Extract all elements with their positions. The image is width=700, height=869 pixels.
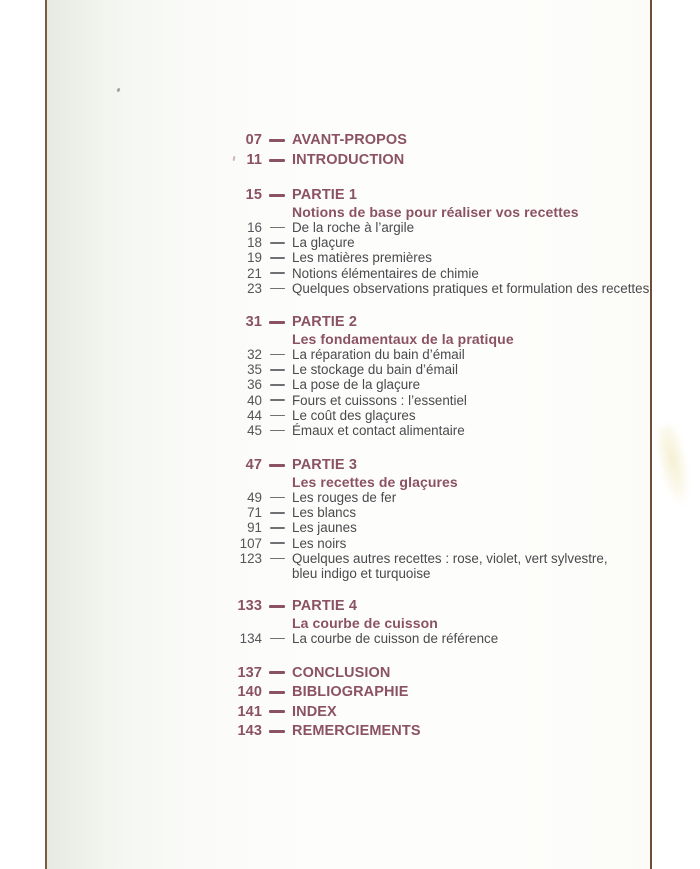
toc-row [224, 313, 686, 331]
dash-rule-icon [270, 369, 285, 371]
dash-rule-icon [270, 415, 285, 417]
toc-row [224, 150, 686, 170]
dash-rule-icon [269, 139, 285, 142]
dash-rule-icon [269, 730, 285, 733]
dash-separator [262, 384, 292, 386]
toc-row [224, 520, 686, 535]
toc-row [224, 615, 686, 631]
dash-separator [262, 691, 292, 694]
toc-page-number: 123 [239, 550, 262, 566]
toc-page-number: 134 [239, 631, 262, 647]
toc-entry-title: Notions élémentaires de chimie [292, 265, 479, 281]
toc-row [224, 423, 686, 438]
toc-entry-title: PARTIE 3 [292, 457, 357, 473]
toc-page-number: 31 [245, 314, 262, 330]
dash-separator [262, 542, 292, 544]
toc-entry-title: Les blancs [292, 505, 357, 521]
toc-entry-title: Fours et cuissons : l’essentiel [292, 392, 467, 408]
dash-rule-icon [270, 227, 285, 229]
toc-entry-title: Quelques autres recettes : rose, violet, vert sylvestre, [292, 550, 608, 566]
toc-row [224, 250, 686, 265]
toc-row [224, 204, 686, 220]
toc-entry-title: CONCLUSION [292, 664, 391, 681]
toc-row [224, 266, 686, 281]
dash-separator [262, 257, 292, 259]
dash-rule-icon [269, 691, 285, 694]
toc-page-number: 21 [247, 265, 262, 281]
dash-separator [262, 527, 292, 529]
toc-row [224, 347, 686, 362]
toc-page-number: 91 [247, 520, 262, 536]
toc-entry-title: Les rouges de fer [292, 490, 397, 506]
toc-row [224, 722, 686, 742]
dash-separator [262, 369, 292, 371]
dash-separator [262, 512, 292, 514]
dash-rule-icon [269, 321, 285, 324]
toc-part-4 [224, 597, 686, 646]
toc-entry-title: Les fondamentaux de la pratique [292, 331, 514, 347]
toc-page-number: 35 [247, 362, 262, 378]
dash-separator [262, 194, 292, 197]
dash-separator [262, 242, 292, 244]
dash-separator [262, 730, 292, 733]
toc-entry-title: Les noirs [292, 535, 347, 551]
dash-separator [262, 605, 292, 608]
dash-rule-icon [270, 497, 285, 499]
toc-entry-title: Les jaunes [292, 520, 357, 536]
toc-row [224, 490, 686, 505]
dash-separator [262, 321, 292, 324]
toc-entry-title: La courbe de cuisson [292, 615, 438, 631]
toc-entry-title: PARTIE 1 [292, 187, 357, 203]
dash-rule-icon [270, 430, 285, 432]
toc-entry-title: INTRODUCTION [292, 152, 405, 168]
toc-page-number: 23 [247, 280, 262, 296]
toc-entry-title: Émaux et contact alimentaire [292, 423, 465, 439]
dash-separator [262, 710, 292, 713]
toc-entry-title: INDEX [292, 703, 337, 720]
toc-row [224, 597, 686, 615]
toc-row [224, 377, 686, 392]
dash-rule-icon [270, 288, 285, 290]
toc-page-number: 18 [247, 235, 262, 251]
scan-speck [116, 88, 120, 93]
toc-page-number: 137 [237, 664, 262, 681]
toc-page-number: 40 [247, 392, 262, 408]
toc-row [224, 536, 686, 551]
dash-separator [262, 638, 292, 640]
toc-row [224, 663, 686, 683]
toc-row [224, 220, 686, 235]
dash-separator [262, 139, 292, 142]
toc-row [224, 702, 686, 722]
toc-front-matter [224, 130, 686, 170]
toc-row [224, 456, 686, 474]
dash-rule-icon [270, 354, 285, 356]
toc-page-number: 16 [247, 220, 262, 236]
toc-entry-title: Le coût des glaçures [292, 407, 416, 423]
toc-row [224, 393, 686, 408]
dash-separator [262, 227, 292, 229]
dash-separator [262, 430, 292, 432]
toc-row [224, 631, 686, 646]
dash-separator [262, 159, 292, 162]
toc-page-number: 141 [237, 703, 262, 720]
toc-page-number: 107 [239, 535, 262, 551]
dash-separator [262, 497, 292, 499]
toc-page-number: 45 [247, 423, 262, 439]
dash-separator [262, 415, 292, 417]
toc-entry-title: La pose de la glaçure [292, 377, 421, 393]
toc-page-number: 49 [247, 490, 262, 506]
toc-entry-title: bleu indigo et turquoise [292, 566, 431, 582]
toc-entry-title: Quelques observations pratiques et formulation des recettes [292, 280, 650, 296]
dash-rule-icon [270, 399, 285, 401]
toc-page-number: 71 [247, 505, 262, 521]
dash-rule-icon [270, 384, 285, 386]
toc-part-3 [224, 456, 686, 581]
toc-row [224, 186, 686, 204]
toc-entry-title: PARTIE 4 [292, 598, 357, 614]
toc-entry-title: La courbe de cuisson de référence [292, 631, 499, 647]
toc-row [224, 474, 686, 490]
paper-sheet [45, 0, 652, 869]
toc-entry-title: REMERCIEMENTS [292, 723, 421, 740]
dash-separator [262, 671, 292, 674]
dash-rule-icon [270, 512, 285, 514]
toc-row [224, 408, 686, 423]
dash-rule-icon [269, 159, 285, 162]
toc-page-number: 143 [237, 723, 262, 740]
dash-rule-icon [270, 242, 285, 244]
toc-row [224, 362, 686, 377]
toc-page-number: 11 [246, 152, 262, 168]
toc-part-2 [224, 313, 686, 438]
dash-separator [262, 354, 292, 356]
dash-separator [262, 272, 292, 274]
dash-rule-icon [269, 710, 285, 713]
toc-entry-title: La glaçure [292, 235, 355, 251]
dash-rule-icon [270, 257, 285, 259]
toc-row [224, 566, 686, 581]
toc-entry-title: Notions de base pour réaliser vos recettes [292, 204, 579, 220]
toc-entry-title: PARTIE 2 [292, 314, 357, 330]
toc-row [224, 551, 686, 566]
dash-separator [262, 399, 292, 401]
toc-page-number: 140 [237, 684, 262, 701]
toc-page-number: 36 [247, 377, 262, 393]
toc-entry-title: Les recettes de glaçures [292, 474, 458, 490]
toc-page-number: 19 [247, 250, 262, 266]
toc-row [224, 130, 686, 150]
dash-rule-icon [269, 605, 285, 608]
toc-row [224, 235, 686, 250]
dash-rule-icon [269, 671, 285, 674]
dash-rule-icon [270, 527, 285, 529]
dash-rule-icon [270, 272, 285, 274]
toc-page-number: 47 [245, 457, 262, 473]
toc-row [224, 505, 686, 520]
toc-part-1 [224, 186, 686, 296]
dash-separator [262, 558, 292, 560]
toc-row [224, 683, 686, 703]
dash-rule-icon [269, 464, 285, 467]
dash-separator [262, 288, 292, 290]
toc-back-matter [224, 663, 686, 741]
toc-page-number: 15 [245, 187, 262, 203]
dash-rule-icon [269, 194, 285, 197]
toc-entry-title: La réparation du bain d’émail [292, 347, 465, 363]
dash-rule-icon [270, 638, 285, 640]
toc-entry-title: De la roche à l’argile [292, 220, 415, 236]
toc-page-number: 44 [247, 407, 262, 423]
toc-row [224, 281, 686, 296]
toc-row [224, 331, 686, 347]
toc-page-number: 133 [237, 598, 262, 614]
toc-entry-title: BIBLIOGRAPHIE [292, 684, 409, 701]
toc-entry-title: Le stockage du bain d’émail [292, 362, 459, 378]
toc-entry-title: Les matières premières [292, 250, 432, 266]
dash-separator [262, 464, 292, 467]
toc-page-number: 32 [247, 347, 262, 363]
dash-rule-icon [270, 542, 285, 544]
dash-rule-icon [270, 558, 285, 560]
toc-entry-title: AVANT-PROPOS [292, 132, 408, 148]
toc-page-number: 07 [245, 132, 262, 148]
